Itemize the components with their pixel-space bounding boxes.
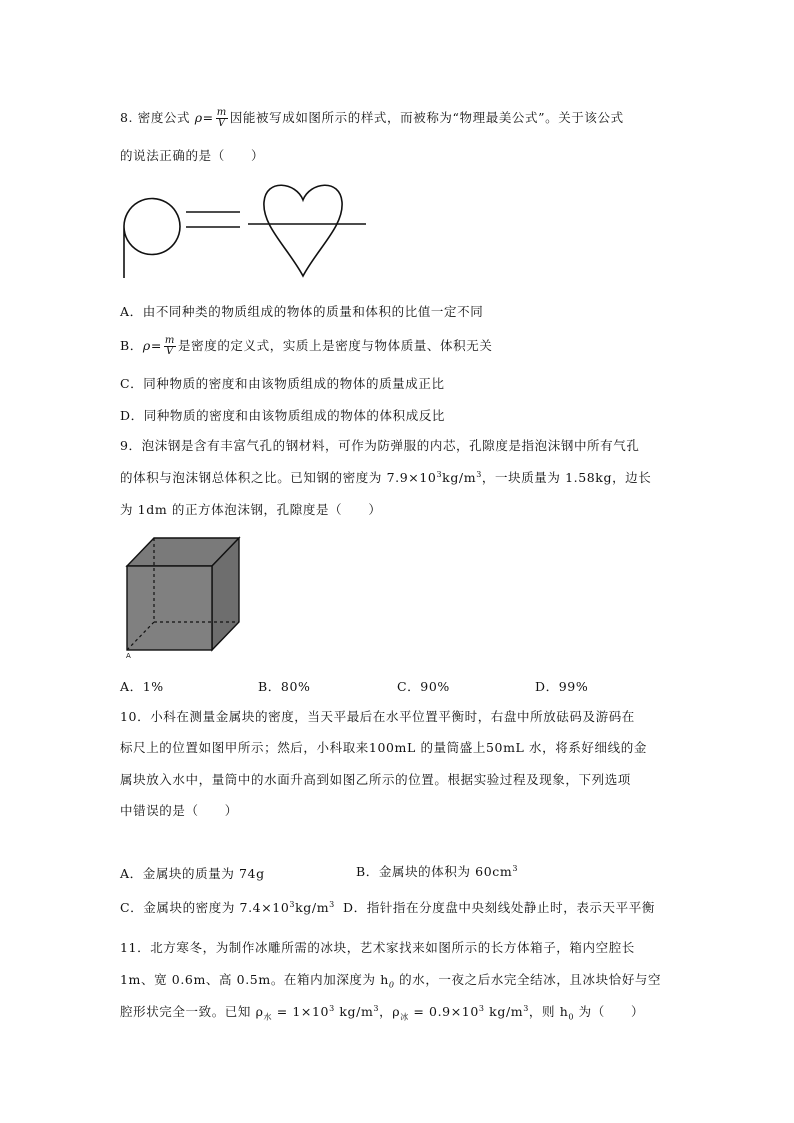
q8-option-d: D．同种物质的密度和由该物质组成的物体的体积成反比 [120, 408, 446, 423]
q11-line3-sub2: 冰 [400, 1012, 409, 1022]
q10-option-c-sup2: 3 [329, 899, 335, 909]
q11-line1: 11．北方寒冬，为制作冰雕所需的冰块，艺术家找来如图所示的长方体箱子，箱内空腔长 [120, 940, 635, 955]
q10-line2: 标尺上的位置如图甲所示；然后，小科取来100mL 的量筒盛上50mL 水，将系好细线的金 [120, 740, 647, 755]
q10-line3: 属块放入水中，量筒中的水面升高到如图乙所示的位置。根据实验过程及现象，下列选项 [120, 772, 631, 787]
q8-option-b-fraction [164, 336, 176, 357]
q10-option-b-pre: B．金属块的体积为 60cm [356, 864, 513, 879]
q8-frac-den: V [217, 118, 226, 129]
q10-option-c-pre: C．金属块的密度为 7.4×10 [120, 900, 290, 915]
q10-option-d: D．指针指在分度盘中央刻线处静止时，表示天平平衡 [343, 900, 655, 915]
q10-option-b [356, 862, 518, 880]
heart-formula-figure [118, 174, 378, 284]
q9-line2-sup: 3 [436, 469, 443, 479]
q11-line2-post: 的水，一夜之后水完全结冰，且冰块恰好与空 [394, 972, 662, 987]
q9-line2-pre: 的体积与泡沫钢总体积之比。已知钢的密度为 7.9×10 [120, 470, 437, 485]
q10-option-c-sup: 3 [289, 899, 296, 909]
q8-option-b-frac-den: V [166, 346, 174, 357]
q9-option-c: C．90% [397, 679, 450, 694]
q8-line1-rest: 因能被写成如图所示的样式，而被称为“物理最美公式”。关于该公式 [229, 110, 624, 125]
q8-option-b [120, 336, 492, 357]
q9-line2-sup2: 3 [476, 469, 482, 479]
q8-option-c: C．同种物质的密度和由该物质组成的物体的质量成正比 [120, 376, 445, 391]
q10-option-a: A．金属块的质量为 74g [120, 866, 265, 881]
cube-corner-label: A [126, 652, 131, 659]
q11-line3-mid2: kg/m [334, 1004, 374, 1019]
q11-line2 [120, 970, 661, 990]
q11-line3-mid6: ，则 h [528, 1004, 569, 1019]
q11-line3-mid5: kg/m [484, 1004, 524, 1019]
q11-line3-sup2: 3 [373, 1003, 380, 1013]
q8-fraction [216, 108, 228, 129]
q10-option-c-mid: kg/m [295, 900, 330, 915]
q9-line3: 为 1dm 的正方体泡沫钢，孔隙度是（ ） [120, 502, 382, 517]
q11-line2-pre: 1m、宽 0.6m、高 0.5m。在箱内加深度为 h [120, 972, 389, 987]
q9-option-d: D．99% [535, 679, 589, 694]
rho-glyph [124, 199, 180, 279]
q11-line3-mid4: = 0.9×10 [408, 1004, 479, 1019]
q11-line3 [120, 1002, 644, 1023]
q8-rho: ρ= [194, 110, 214, 125]
q9-option-a: A．1% [120, 679, 164, 694]
heart-shape [264, 185, 342, 276]
cube-figure [122, 534, 252, 659]
q8-frac-num: m [216, 107, 227, 118]
q11-line3-mid1: = 1×10 [272, 1004, 330, 1019]
q11-line3-mid3: ，ρ [379, 1004, 401, 1019]
q8-option-b-label: B． [120, 338, 143, 353]
q11-line2-sub: 0 [388, 980, 395, 990]
q8-option-b-rho: ρ= [142, 338, 162, 353]
q9-line2-mid: kg/m [442, 470, 477, 485]
q8-option-a: A．由不同种类的物质组成的物体的质量和体积的比值一定不同 [120, 304, 484, 319]
q8-option-b-frac-num: m [164, 335, 176, 346]
q11-line3-sup3: 3 [478, 1003, 485, 1013]
q11-line3-post: 为（ ） [574, 1004, 645, 1019]
q9-option-b: B．80% [258, 679, 311, 694]
q8-line1 [120, 108, 624, 129]
q9-line2-post: ，一块质量为 1.58kg，边长 [481, 470, 652, 485]
q8-pre: 密度公式 [137, 110, 191, 125]
q11-line3-pre: 腔形状完全一致。已知 ρ [120, 1004, 264, 1019]
q11-line3-sup1: 3 [329, 1003, 335, 1013]
q11-line3-sub3: 0 [568, 1012, 575, 1022]
q9-line1: 9．泡沫钢是含有丰富气孔的钢材料，可作为防弹服的内芯，孔隙度是指泡沫钢中所有气孔 [120, 438, 640, 453]
q10-option-c [120, 898, 335, 916]
cube-front-face [127, 566, 212, 650]
q11-line3-sup4: 3 [523, 1003, 529, 1013]
q9-line2 [120, 468, 651, 486]
q10-line4: 中错误的是（ ） [120, 803, 238, 818]
q8-line2: 的说法正确的是（ ） [120, 148, 265, 163]
q10-line1: 10．小科在测量金属块的密度，当天平最后在水平位置平衡时，右盘中所放砝码及游码在 [120, 709, 635, 724]
q8-number: 8. [120, 110, 134, 125]
q11-line3-sub1: 水 [263, 1012, 273, 1022]
q10-option-b-sup: 3 [512, 863, 519, 873]
q8-option-b-rest: 是密度的定义式，实质上是密度与物体质量、体积无关 [178, 338, 493, 353]
